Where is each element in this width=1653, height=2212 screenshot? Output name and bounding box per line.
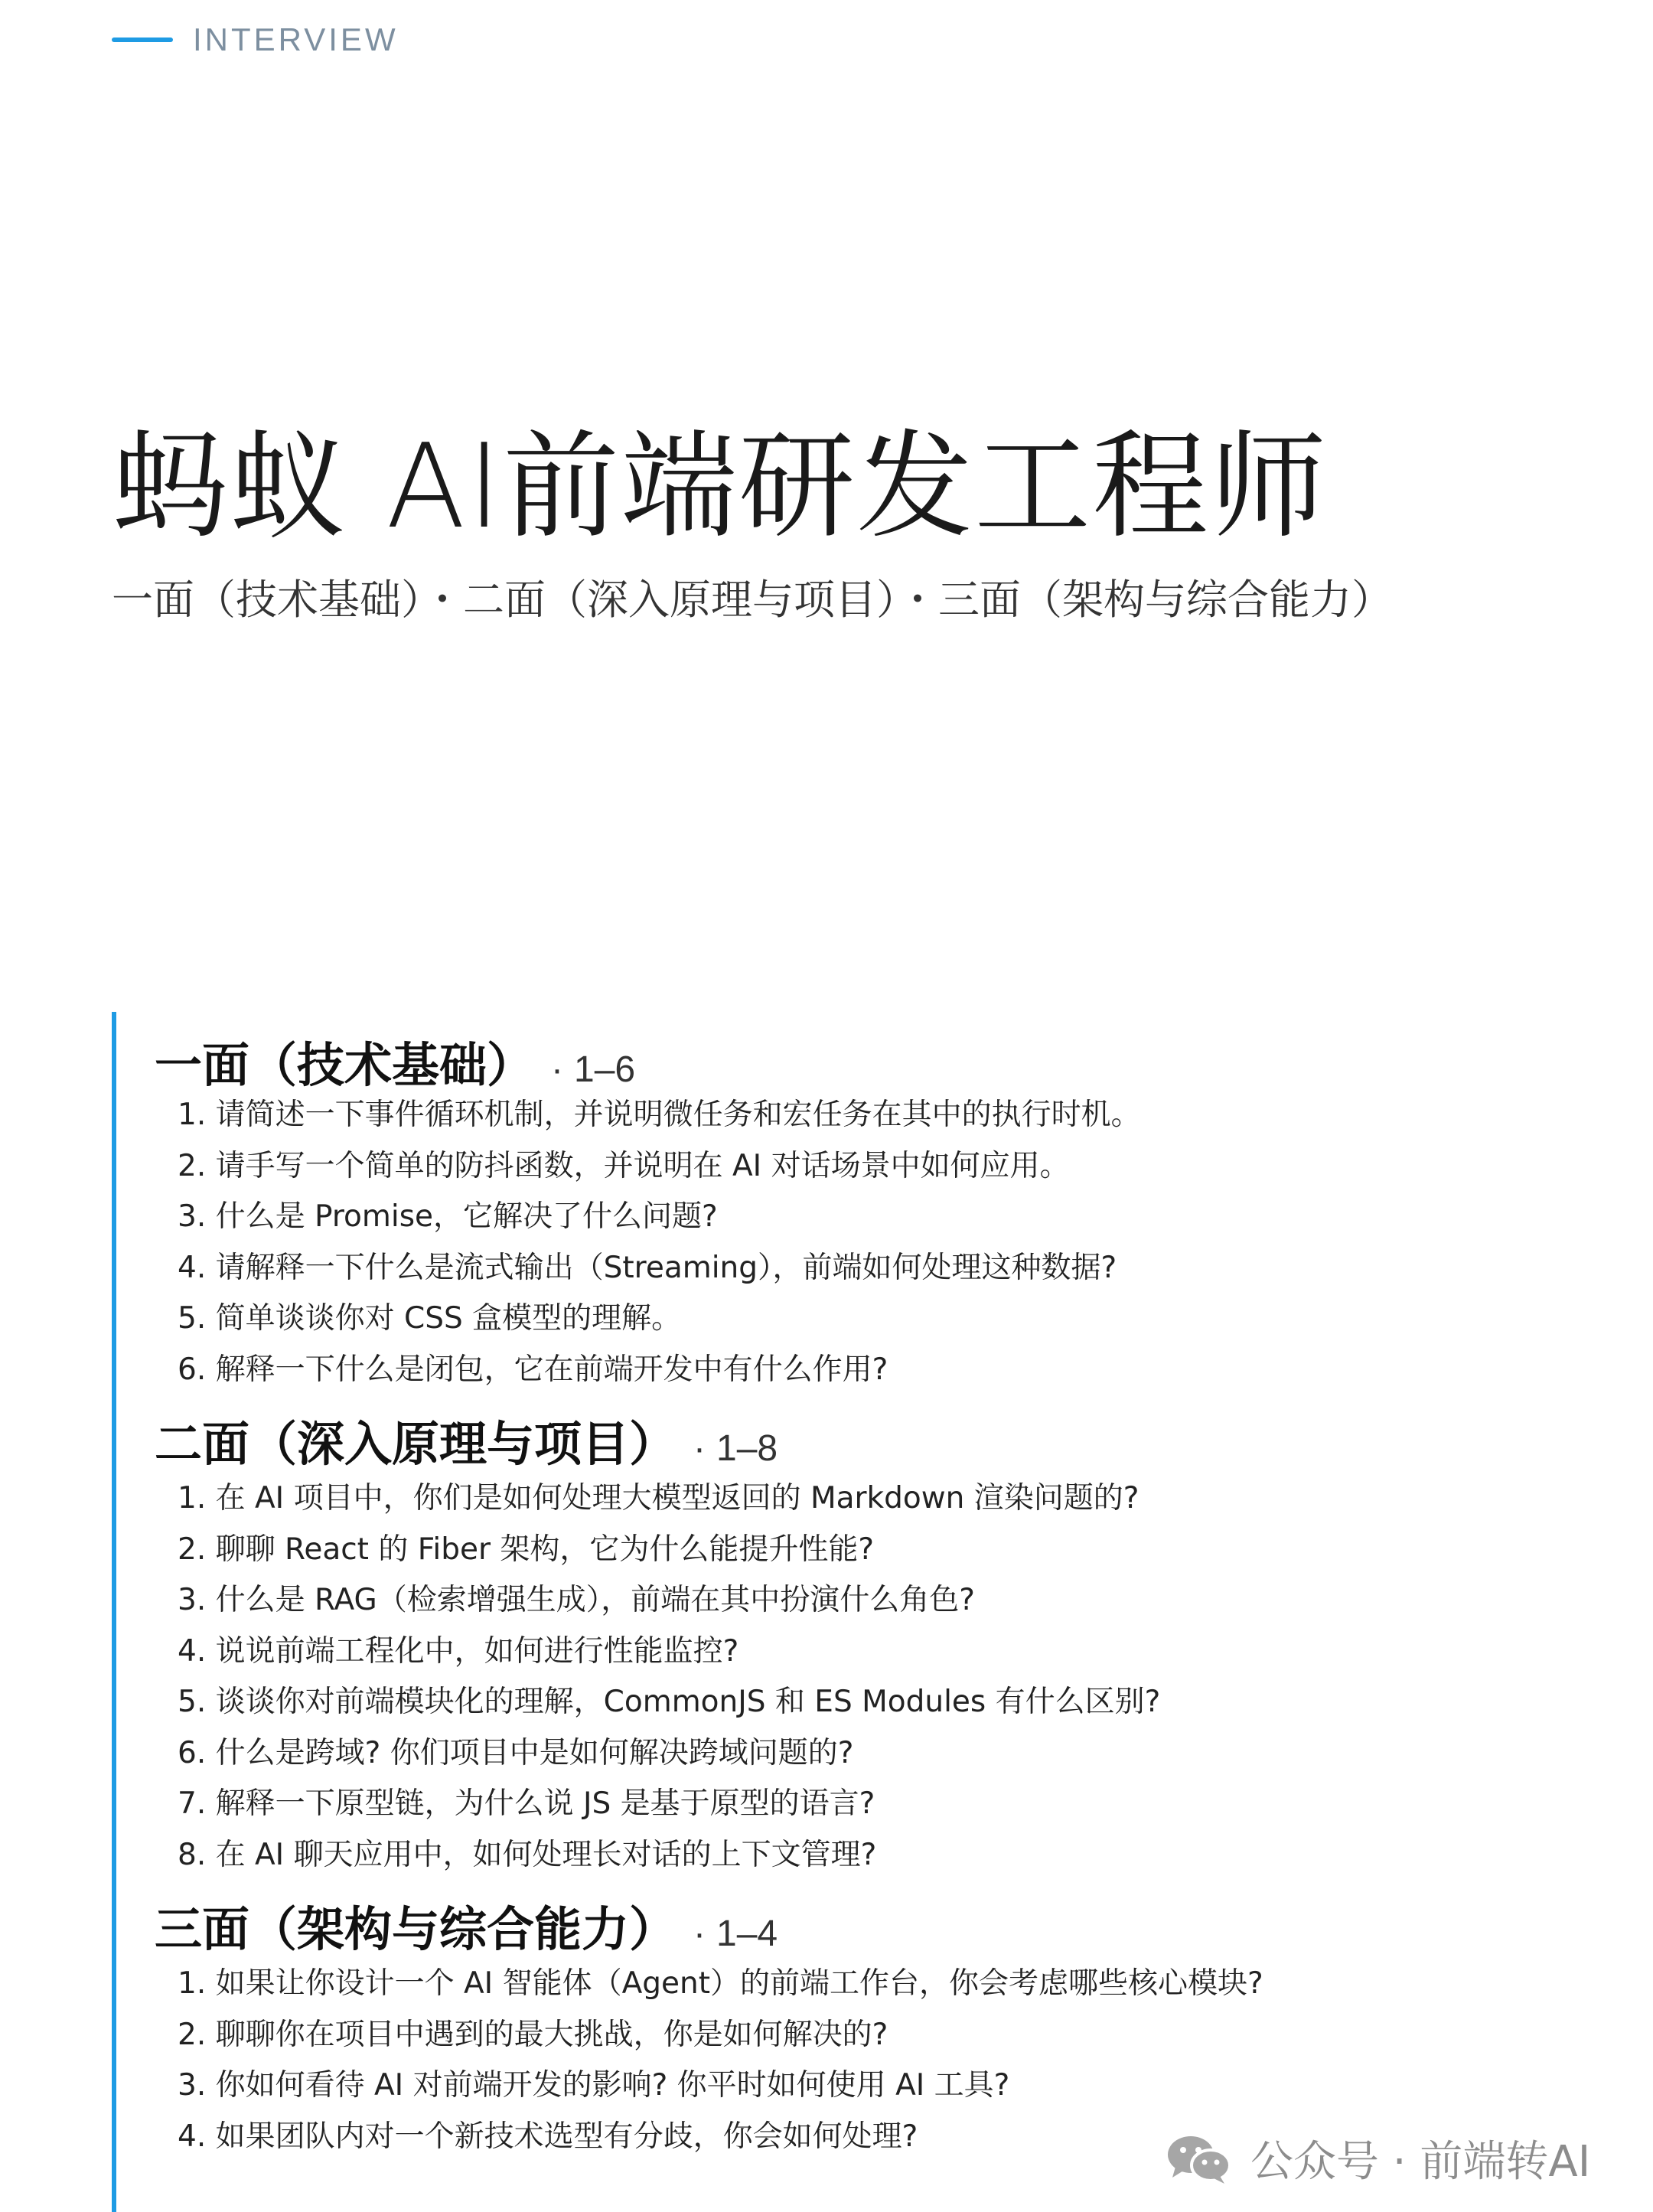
section-round-1 [155, 1012, 1566, 1395]
question-item: 5. 简单谈谈你对 CSS 盒模型的理解。 [178, 1301, 682, 1336]
watermark-text: 公众号 · 前端转AI [1250, 2137, 1591, 2187]
header-tag [112, 18, 399, 61]
question-item: 6. 解释一下什么是闭包，它在前端开发中有什么作用? [178, 1352, 888, 1387]
question-item: 2. 聊聊你在项目中遇到的最大挑战，你是如何解决的? [178, 2017, 888, 2052]
section-range-value: 1–6 [574, 1049, 636, 1090]
question-item: 1. 在 AI 项目中，你们是如何处理大模型返回的 Markdown 渲染问题的? [178, 1481, 1139, 1515]
question-item: 1. 请简述一下事件循环机制，并说明微任务和宏任务在其中的执行时机。 [178, 1098, 1141, 1132]
section-range-value: 1–4 [716, 1913, 778, 1954]
question-item: 3. 什么是 Promise，它解决了什么问题? [178, 1199, 718, 1234]
question-item: 7. 解释一下原型链，为什么说 JS 是基于原型的语言? [178, 1786, 875, 1821]
question-item: 1. 如果让你设计一个 AI 智能体（Agent）的前端工作台，你会考虑哪些核心模块? [178, 1966, 1263, 2001]
question-list [155, 1090, 1566, 1395]
question-item: 2. 请手写一个简单的防抖函数，并说明在 AI 对话场景中如何应用。 [178, 1148, 1070, 1183]
section-heading [155, 1395, 1566, 1473]
header-accent-line [112, 38, 173, 42]
section-range [551, 1049, 635, 1091]
question-item: 4. 说说前端工程化中，如何进行性能监控? [178, 1633, 739, 1669]
section-heading [155, 1881, 1566, 1959]
watermark [1163, 2124, 1590, 2193]
section-dot: · [551, 1049, 563, 1090]
section-dot: · [693, 1428, 706, 1469]
question-item: 4. 请解释一下什么是流式输出（Streaming），前端如何处理这种数据? [178, 1250, 1117, 1285]
question-item: 6. 什么是跨域? 你们项目中是如何解决跨域问题的? [178, 1735, 854, 1770]
question-content [112, 1012, 1566, 2212]
section-range-value: 1–8 [716, 1428, 778, 1469]
section-title: 一面（技术基础） [155, 1037, 535, 1093]
question-list [155, 1473, 1566, 1881]
wechat-icon [1163, 2132, 1234, 2185]
question-item: 3. 你如何看待 AI 对前端开发的影响? 你平时如何使用 AI 工具? [178, 2068, 1010, 2103]
section-round-2 [155, 1395, 1566, 1881]
header-tag-text: INTERVIEW [193, 21, 399, 57]
page-title: 蚂蚁 AI前端研发工程师 [112, 419, 1329, 554]
question-item: 4. 如果团队内对一个新技术选型有分歧，你会如何处理? [178, 2119, 918, 2154]
question-item: 8. 在 AI 聊天应用中，如何处理长对话的上下文管理? [178, 1837, 877, 1872]
page-subtitle: 一面（技术基础）・二面（深入原理与项目）・三面（架构与综合能力） [112, 576, 1393, 624]
question-item: 2. 聊聊 React 的 Fiber 架构，它为什么能提升性能? [178, 1532, 875, 1567]
section-range [693, 1913, 778, 1955]
question-item: 3. 什么是 RAG（检索增强生成），前端在其中扮演什么角色? [178, 1583, 975, 1617]
section-round-3 [155, 1881, 1566, 2162]
section-dot: · [693, 1913, 706, 1954]
question-item: 5. 谈谈你对前端模块化的理解，CommonJS 和 ES Modules 有什么区别? [178, 1685, 1161, 1719]
section-title: 三面（架构与综合能力） [155, 1901, 677, 1957]
section-range [693, 1427, 778, 1470]
section-heading [155, 1012, 1566, 1093]
section-title: 二面（深入原理与项目） [155, 1416, 677, 1472]
